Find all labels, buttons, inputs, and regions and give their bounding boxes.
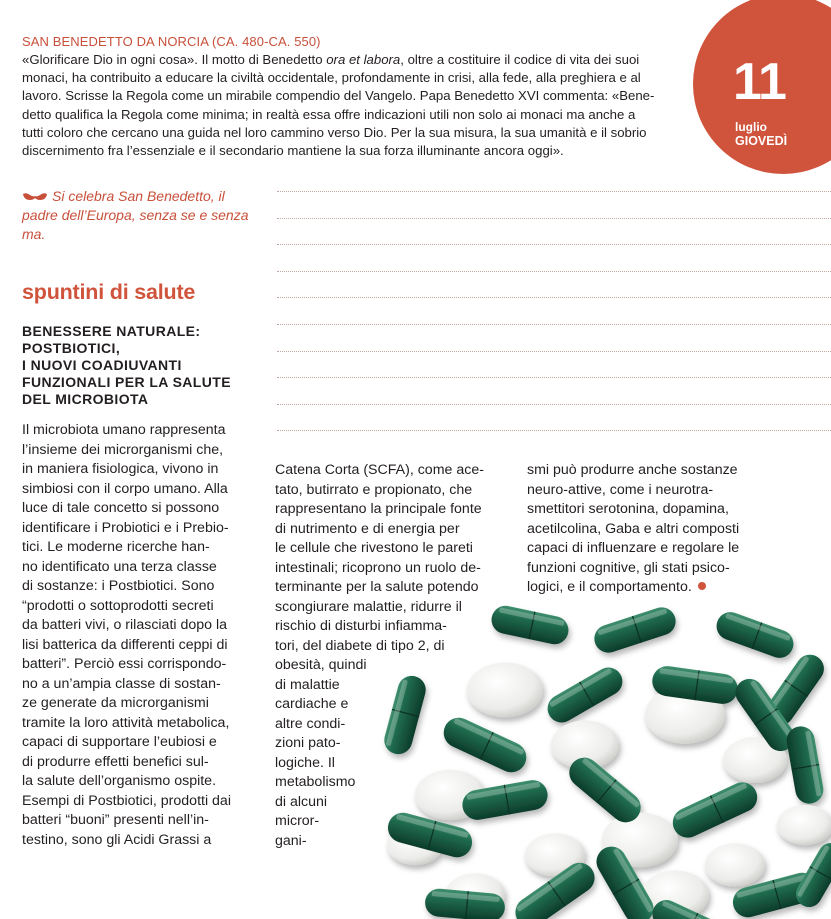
article-line: acetilcolina, Gaba e altri composti	[527, 520, 740, 537]
article-line: logici, e il comportamento.	[527, 578, 739, 598]
article-line: altre condi-	[275, 715, 346, 732]
article-line: intestinali; ricoprono un ruolo de-	[275, 559, 481, 576]
article-line: di alcuni	[275, 793, 328, 810]
article-line: batteri”. Perciò essi corrispondo-	[22, 656, 227, 672]
note-rule	[277, 377, 831, 378]
article-line: obesità, quindi	[275, 657, 367, 673]
article-line: funzioni cognitive, gli stati psico-	[527, 559, 730, 576]
article-line: in maniera fisiologica, vivono in	[22, 461, 219, 477]
article-line: no a un’ampia classe di sostan-	[22, 675, 221, 692]
article-line: smettitori serotonina, dopamina,	[527, 501, 729, 517]
saint-line: discernimento fra l’essenziale e il secondario mantiene la sua forza illuminante ancora oggi».	[22, 143, 564, 159]
note-line: Si celebra San Benedetto, il	[22, 187, 262, 206]
article-line: smi può produrre anche sostanze	[527, 462, 738, 478]
article-line: capaci di influenzare e regolare le	[527, 540, 740, 556]
end-marker-icon	[698, 582, 706, 590]
article-line: tici. Le moderne ricerche han-	[22, 539, 210, 555]
saint-text	[22, 51, 704, 160]
month-label: luglio	[735, 120, 767, 134]
section-title: spuntini di salute	[22, 280, 196, 304]
article-line: metabolismo	[275, 774, 356, 790]
article-line: rischio di disturbi infiamma-	[275, 618, 447, 634]
green-capsule	[713, 608, 798, 662]
note-rule	[277, 430, 831, 431]
date-badge	[693, 0, 831, 174]
note-rule	[277, 218, 831, 219]
saint-line: lavoro. Scrisse la Regola come un mirabile compendio del Vangelo. Papa Benedetto XVI commenta: «Bene-	[22, 88, 655, 104]
article-line: luce di tale concetto si possono	[22, 500, 220, 516]
article-line: Il microbiota umano rappresenta	[22, 422, 226, 438]
article-line: terminante per la salute potendo	[275, 579, 479, 595]
headline-line: DEL MICROBIOTA	[22, 391, 149, 407]
article-line: di malattie	[275, 676, 340, 693]
green-capsule	[591, 604, 680, 657]
article-line: identificare i Probiotici e i Prebio-	[22, 519, 229, 536]
article-line: l’insieme dei microrganismi che,	[22, 441, 224, 458]
daily-note	[22, 187, 262, 244]
article-column-2	[275, 461, 484, 851]
article-line: gani-	[275, 832, 307, 849]
article-line: cardiache e	[275, 696, 349, 712]
weekday-label: GIOVEDÌ	[735, 134, 788, 148]
saint-title: SAN BENEDETTO DA NORCIA (CA. 480-CA. 550)	[22, 34, 321, 49]
note-rule	[277, 297, 831, 298]
notes-lines[interactable]	[277, 191, 831, 457]
green-capsule	[784, 724, 825, 806]
note-rule	[277, 351, 831, 352]
article-line: no identificato una terza classe	[22, 558, 217, 575]
article-line: Catena Corta (SCFA), come ace-	[275, 462, 484, 478]
note-rule	[277, 324, 831, 325]
article-line: rappresentano la principale fonte	[275, 501, 482, 517]
green-capsule	[489, 603, 571, 647]
article-headline	[22, 323, 231, 408]
article-line: di produrre effetti benefici sul-	[22, 753, 209, 770]
green-capsule	[542, 662, 627, 727]
article-line: “prodotti o sottoprodotti secreti	[22, 597, 214, 614]
article-line: zioni pato-	[275, 735, 341, 751]
article-line: capaci di supportare l’eubiosi e	[22, 734, 217, 750]
article-line: ze generate da microrganismi	[22, 695, 209, 711]
note-rule	[277, 271, 831, 272]
article-line: testino, sono gli Acidi Grassi a	[22, 831, 212, 848]
moustache-icon	[22, 191, 48, 203]
article-line: tato, butirrato e propionato, che	[275, 481, 473, 498]
headline-line: BENESSERE NATURALE:	[22, 323, 201, 339]
article-line: tramite la loro attività metabolica,	[22, 714, 230, 731]
article-line: di sostanze: i Postbiotici. Sono	[22, 578, 215, 594]
note-line: padre dell’Europa, senza se e senza	[22, 207, 249, 223]
article-line: micror-	[275, 813, 320, 829]
article-line: tori, del diabete di tipo 2, di	[275, 637, 445, 654]
article-line: le cellule che rivestono le pareti	[275, 540, 473, 556]
article-line: da batteri vivi, o rilasciati dopo la	[22, 617, 228, 633]
article-line: la salute dell’organismo ospite.	[22, 773, 217, 789]
headline-line: I NUOVI COADIUVANTI	[22, 357, 182, 373]
article-line: scongiurare malattie, ridurre il	[275, 598, 462, 615]
white-tablet	[777, 805, 831, 845]
article-column-1	[22, 421, 231, 850]
saint-line: «Glorificare Dio in ogni cosa». Il motto di Benedetto ora et labora, oltre a costituire il codice di vita dei suoi	[22, 52, 640, 67]
green-capsule	[668, 777, 762, 842]
note-rule	[277, 191, 831, 192]
note-rule	[277, 244, 831, 245]
saint-line: tutti coloro che cercano una guida nel loro cammino verso Dio. Per la sua misura, la sua umanità e il sobrio	[22, 124, 647, 140]
article-line: simbiosi con il corpo umano. Alla	[22, 480, 228, 497]
note-line: ma.	[22, 226, 46, 242]
article-line: logiche. Il	[275, 754, 335, 771]
day-number: 11	[733, 53, 786, 111]
article-line: di nutrimento e di energia per	[275, 520, 460, 537]
article-line: batteri “buoni” presenti nell’in-	[22, 812, 209, 828]
note-rule	[277, 404, 831, 405]
white-tablet	[705, 843, 765, 886]
article-line: lisi batterica da differenti ceppi di	[22, 636, 228, 653]
article-column-3	[527, 461, 739, 598]
article-line: Esempi di Postbiotici, prodotti dai	[22, 792, 231, 809]
headline-line: POSTBIOTICI,	[22, 340, 121, 356]
saint-line: detto qualifica la Regola come minima; in realtà essa offre indicazioni utili non solo ai monaci ma anche a	[22, 106, 636, 122]
headline-line: FUNZIONALI PER LA SALUTE	[22, 374, 231, 390]
saint-line: monaci, ha contribuito a educare la civiltà occidentale, profondamente in crisi, alla fede, alla preghiera e al	[22, 70, 641, 86]
article-line: neuro-attive, come i neurotra-	[527, 481, 714, 498]
